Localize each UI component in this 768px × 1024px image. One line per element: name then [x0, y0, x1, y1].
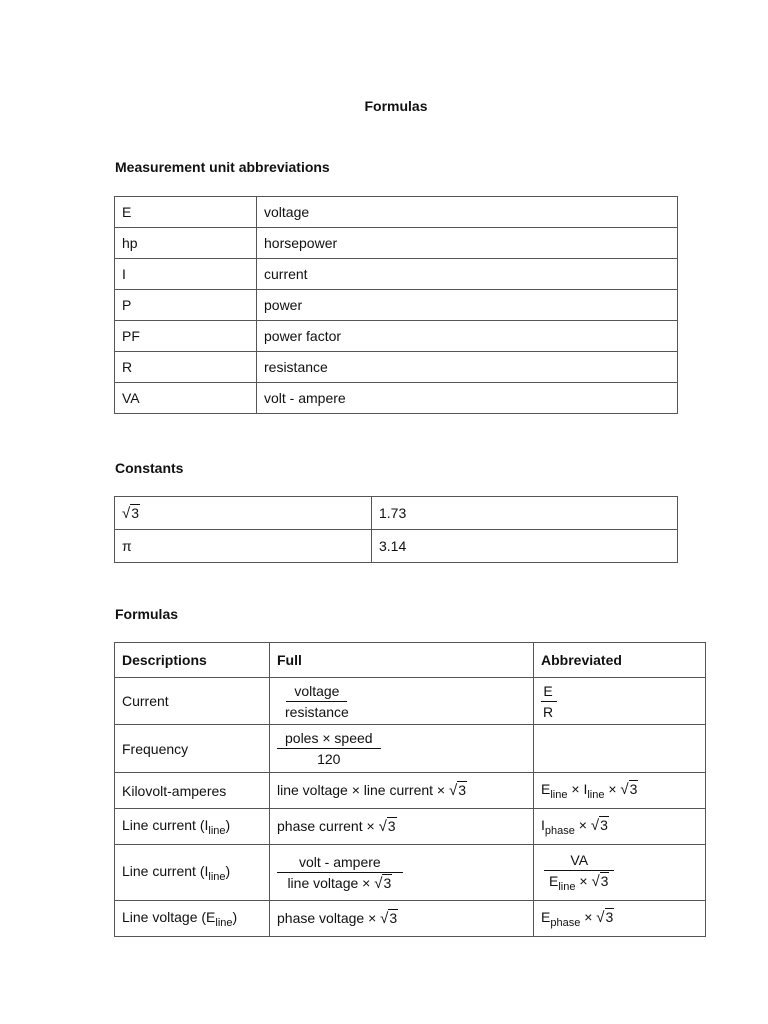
constants-heading: Constants	[115, 460, 184, 476]
formulas-heading: Formulas	[115, 606, 179, 622]
meaning-cell: voltage	[257, 197, 678, 228]
meaning-cell: current	[257, 259, 678, 290]
abbr-cell: $I_{phase} \times √3$	[534, 809, 706, 845]
value-cell: 1.73	[372, 497, 678, 530]
table-row	[115, 290, 678, 321]
table-row	[115, 809, 706, 845]
formulas-table	[114, 642, 706, 937]
table-row	[115, 197, 678, 228]
abbr-cell: E	[115, 197, 257, 228]
table-row	[115, 259, 678, 290]
sqrt-symbol: √3	[380, 910, 398, 927]
units-heading: Measurement unit abbreviations	[115, 159, 330, 175]
sqrt-symbol: √3	[378, 818, 396, 835]
desc-cell: Line current $(I_{line})$	[115, 845, 270, 901]
sqrt-symbol: √3	[596, 908, 614, 926]
table-row	[115, 845, 706, 901]
meaning-cell: power	[257, 290, 678, 321]
sqrt-symbol: √3	[591, 873, 609, 891]
desc-cell: Line voltage $(E_{line})$	[115, 901, 270, 937]
fraction: $\frac{\text{volt - ampere}}{\text{line voltage × √3}}$	[277, 854, 403, 892]
fraction: $\frac{VA}{E_{line} \times √3}$	[541, 852, 617, 893]
table-row	[115, 497, 678, 530]
abbr-cell: $E_{phase} \times √3$	[534, 901, 706, 937]
abbr-cell: $E_{line} \times I_{line} \times √3$	[534, 773, 706, 809]
meaning-cell: power factor	[257, 321, 678, 352]
sqrt-symbol: √3	[374, 874, 392, 892]
constants-table	[114, 496, 678, 563]
value-cell: 3.14	[372, 530, 678, 563]
header-descriptions: Descriptions	[115, 643, 270, 678]
fraction: $\frac{\text{voltage}}{\text{resistance}}$	[285, 682, 349, 720]
table-row	[115, 352, 678, 383]
abbr-cell	[534, 725, 706, 773]
sqrt3-cell	[115, 497, 372, 530]
fraction: $\frac{E}{R}$	[541, 683, 557, 720]
full-cell	[270, 678, 534, 725]
sqrt-symbol: √3	[449, 782, 467, 799]
full-cell: line voltage × line current × √3	[270, 773, 534, 809]
page-title: Formulas	[364, 98, 428, 114]
full-cell	[270, 725, 534, 773]
abbr-cell: PF	[115, 321, 257, 352]
sqrt-symbol: √3	[590, 816, 608, 834]
units-table	[114, 196, 678, 414]
meaning-cell: volt - ampere	[257, 383, 678, 414]
table-row	[115, 530, 678, 563]
table-row	[115, 678, 706, 725]
sqrt-symbol: √3	[620, 780, 638, 798]
desc-cell: Kilovolt-amperes	[115, 773, 270, 809]
abbr-cell: P	[115, 290, 257, 321]
table-row	[115, 321, 678, 352]
meaning-cell: horsepower	[257, 228, 678, 259]
desc-cell: Frequency	[115, 725, 270, 773]
full-cell: phase current × √3	[270, 809, 534, 845]
desc-cell: Current	[115, 678, 270, 725]
sqrt-symbol: √3	[122, 504, 140, 522]
table-row	[115, 901, 706, 937]
table-row	[115, 228, 678, 259]
abbr-cell: hp	[115, 228, 257, 259]
abbr-cell	[534, 678, 706, 725]
header-row	[115, 643, 706, 678]
meaning-cell: resistance	[257, 352, 678, 383]
full-cell: phase voltage × √3	[270, 901, 534, 937]
header-full: Full	[270, 643, 534, 678]
table-row	[115, 383, 678, 414]
full-cell	[270, 845, 534, 901]
fraction: $\frac{\text{poles × speed}}{120}$	[277, 730, 381, 767]
header-abbreviated: Abbreviated	[534, 643, 706, 678]
abbr-cell: I	[115, 259, 257, 290]
abbr-cell: R	[115, 352, 257, 383]
table-row	[115, 773, 706, 809]
desc-cell: Line current $(I_{line})$	[115, 809, 270, 845]
abbr-cell: VA	[115, 383, 257, 414]
pi-cell: π	[115, 530, 372, 563]
abbr-cell	[534, 845, 706, 901]
table-row	[115, 725, 706, 773]
